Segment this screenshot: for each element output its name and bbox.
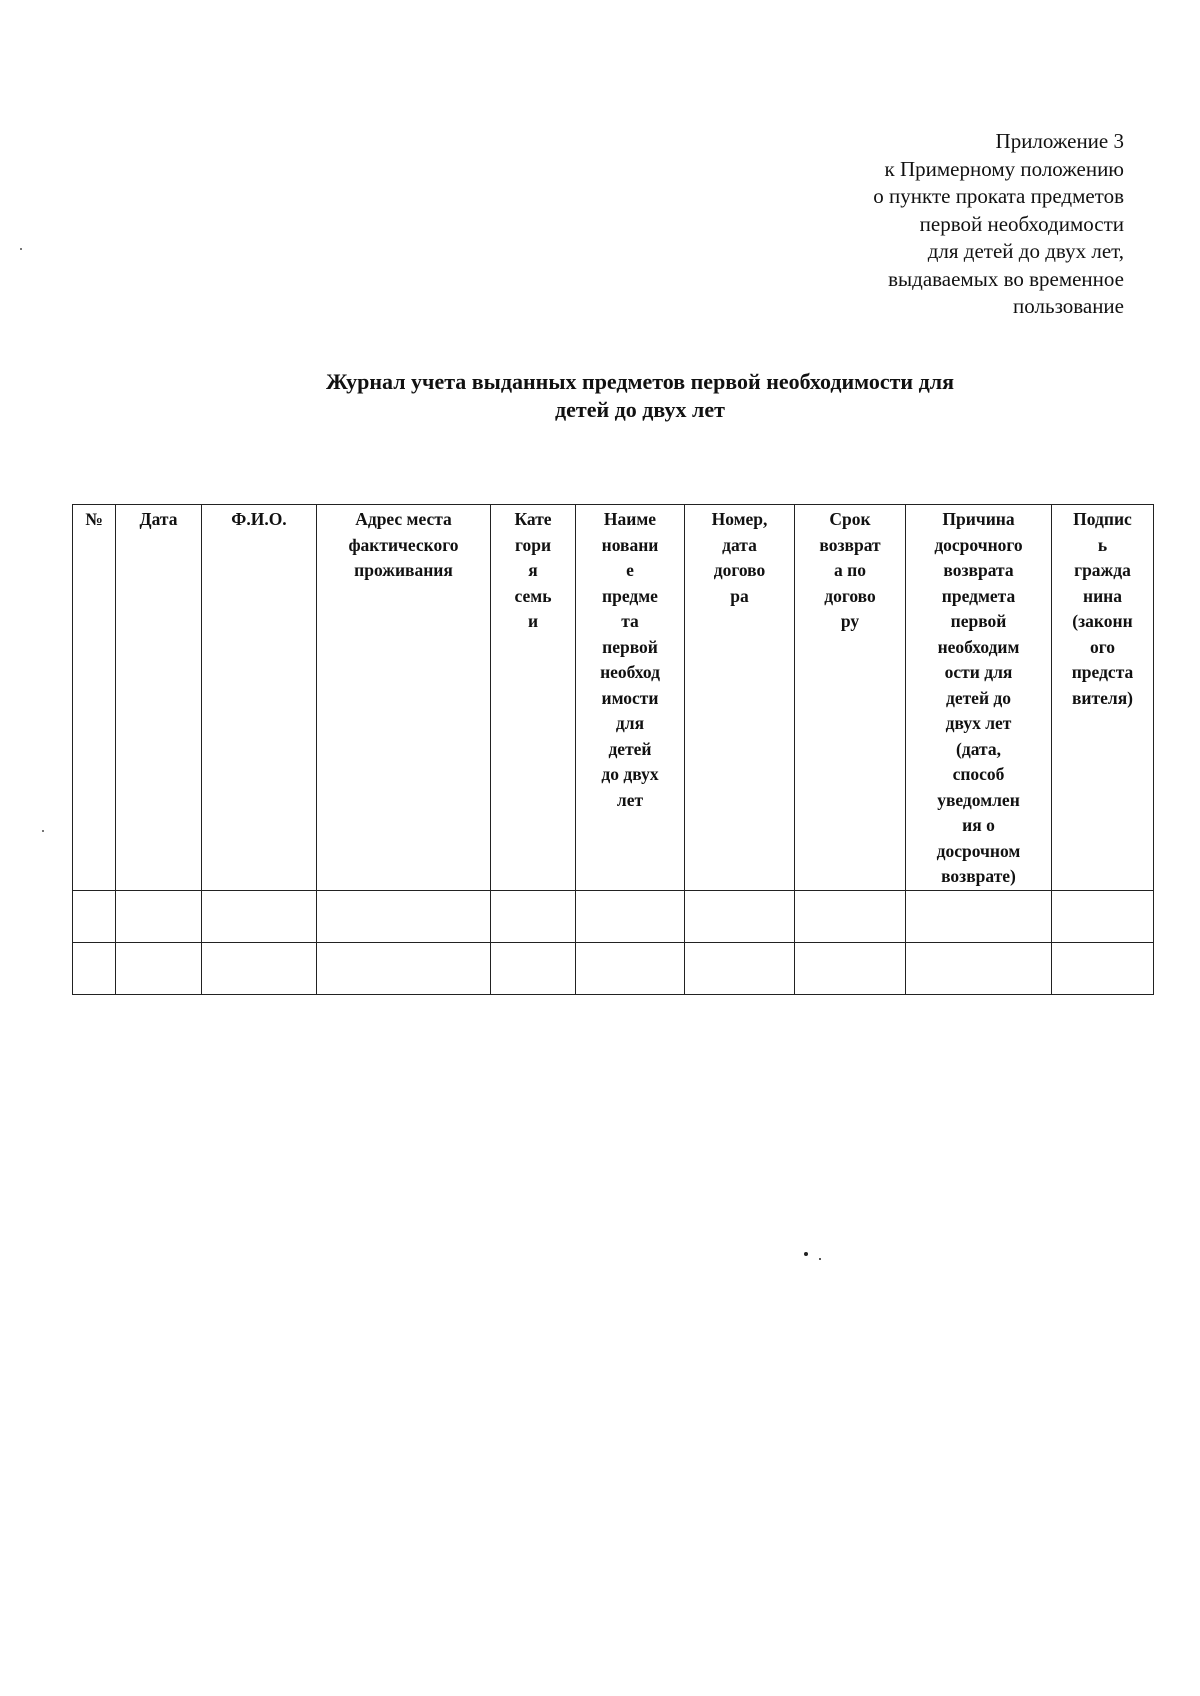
appendix-line: для детей до двух лет, (927, 239, 1124, 263)
title-line: детей до двух лет (555, 397, 725, 422)
appendix-line: Приложение 3 (995, 129, 1124, 153)
header-row (73, 505, 1154, 891)
document-title (200, 368, 1080, 424)
appendix-line: пользование (1013, 294, 1124, 318)
table-cell[interactable] (906, 942, 1052, 994)
col-header-date: Дата (116, 505, 202, 891)
appendix-note (873, 128, 1124, 321)
scan-speck (819, 1258, 821, 1260)
appendix-line: о пункте проката предметов (873, 184, 1124, 208)
table-cell[interactable] (795, 942, 906, 994)
table-cell[interactable] (317, 890, 491, 942)
table-cell[interactable] (1052, 942, 1154, 994)
appendix-line: выдаваемых во временное (888, 266, 1124, 291)
table-cell[interactable] (202, 942, 317, 994)
col-header-family-category: Кате гори я семь и (491, 505, 576, 891)
table-row (73, 942, 1154, 994)
table-cell[interactable] (73, 942, 116, 994)
col-header-address: Адрес места фактического проживания (317, 505, 491, 891)
table-cell[interactable] (576, 942, 685, 994)
table-cell[interactable] (116, 890, 202, 942)
journal-table (72, 504, 1154, 995)
col-header-signature: Подпис ь гражда нина (законн ого предста вителя) (1052, 505, 1154, 891)
table-cell[interactable] (202, 890, 317, 942)
table-cell[interactable] (116, 942, 202, 994)
scan-speck (804, 1252, 808, 1256)
scan-speck (20, 248, 22, 250)
table-cell[interactable] (795, 890, 906, 942)
title-line: Журнал учета выданных предметов первой необходимости для (326, 369, 954, 394)
appendix-line: к Примерному положению (884, 156, 1124, 181)
table-cell[interactable] (1052, 890, 1154, 942)
col-header-number: № (73, 505, 116, 891)
col-header-full-name: Ф.И.О. (202, 505, 317, 891)
table-cell[interactable] (685, 942, 795, 994)
col-header-early-return-reason: Причина досрочного возврата предмета первой необходим ости для детей до двух лет (дата, способ уведомлен ия о досрочном возврате) (906, 505, 1052, 891)
appendix-line: первой необходимости (919, 211, 1124, 236)
table-cell[interactable] (576, 890, 685, 942)
table-cell[interactable] (491, 890, 576, 942)
table-cell[interactable] (491, 942, 576, 994)
scan-speck (42, 830, 44, 832)
table-cell[interactable] (685, 890, 795, 942)
col-header-return-term: Срок возврат а по догово ру (795, 505, 906, 891)
table-cell[interactable] (906, 890, 1052, 942)
col-header-item-name: Наиме новани е предме та первой необход имости для детей до двух лет (576, 505, 685, 891)
table-cell[interactable] (73, 890, 116, 942)
table-cell[interactable] (317, 942, 491, 994)
table-row (73, 890, 1154, 942)
col-header-contract: Номер, дата догово ра (685, 505, 795, 891)
